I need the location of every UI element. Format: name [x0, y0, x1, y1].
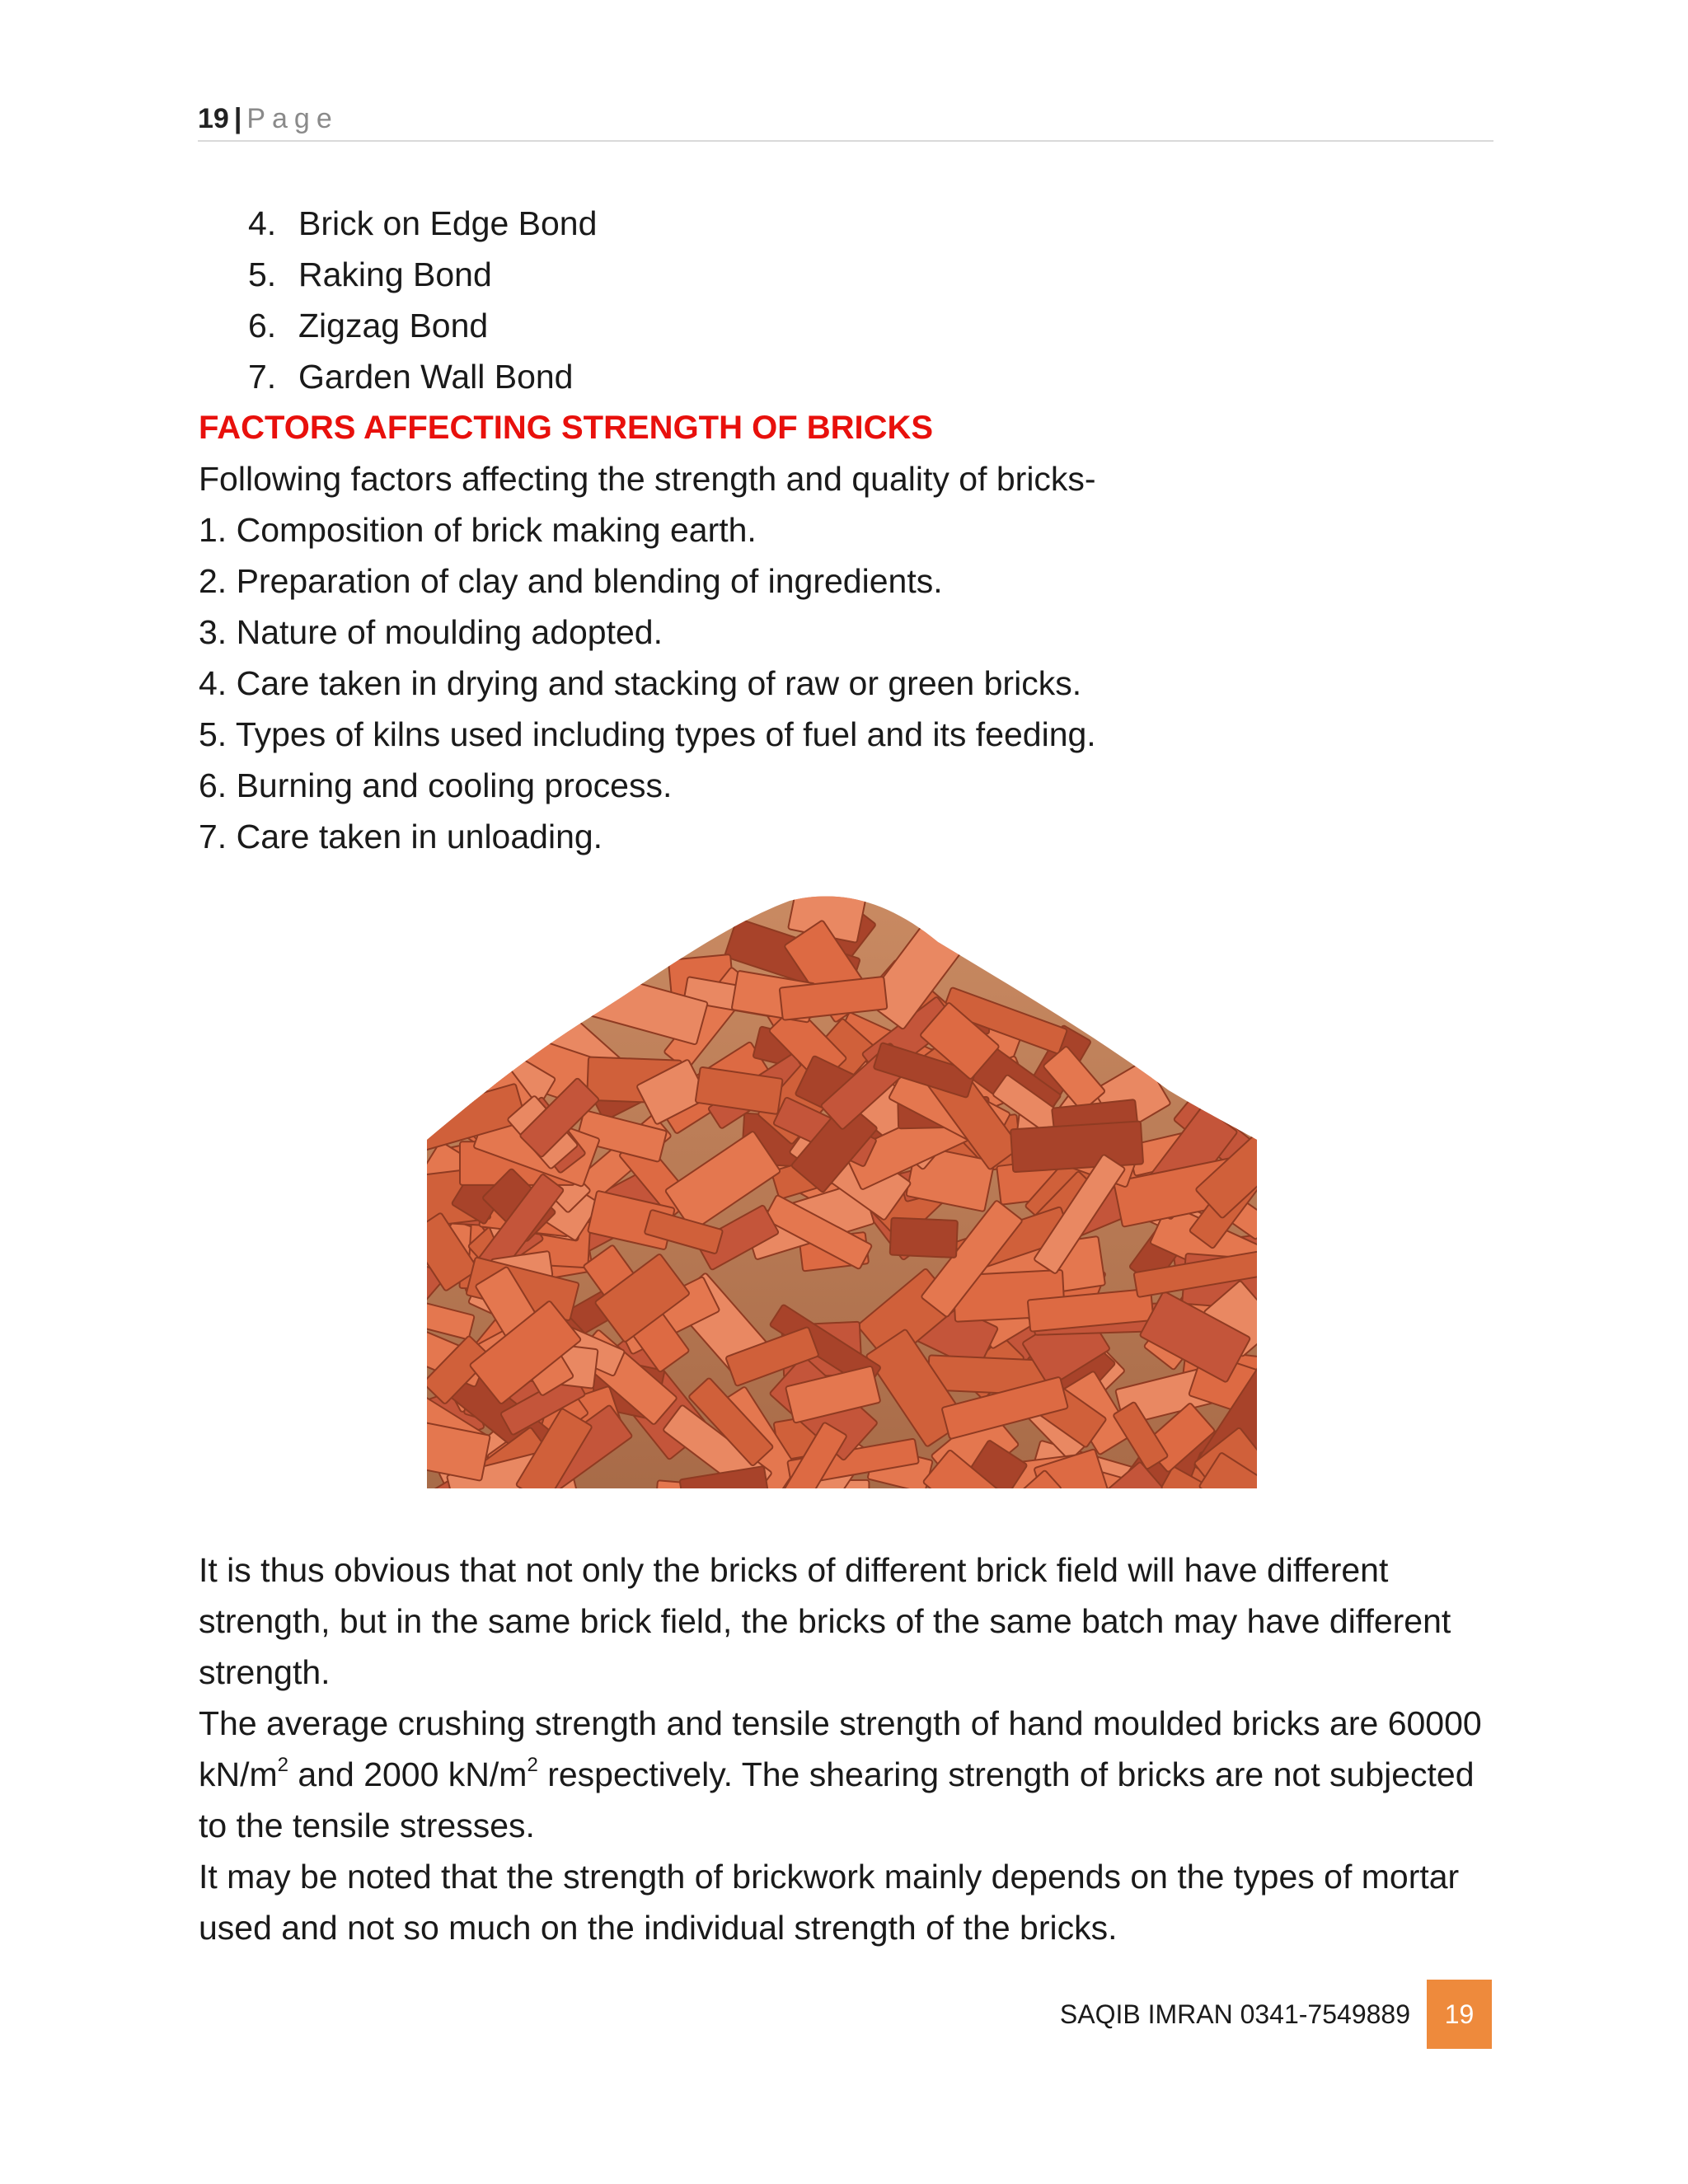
superscript-2: 2 [277, 1754, 289, 1776]
list-item-number: 6. [248, 307, 277, 344]
body-paragraph-2-part-c: respectively. The shearing strength of bricks are not subjected to the tensile stresses. [199, 1755, 1475, 1844]
brick-shape [890, 1218, 958, 1258]
body-paragraph-3: It may be noted that the strength of brickwork mainly depends on the types of mortar used and not so much on the individual strength of the bricks. [199, 1858, 1460, 1947]
section-intro: Following factors affecting the strength and quality of bricks- [199, 460, 1096, 498]
list-item-text: Brick on Edge Bond [298, 204, 598, 242]
list-item: 2. Preparation of clay and blending of ingredients. [199, 562, 943, 600]
header-separator: | [233, 103, 242, 134]
brick-shape [1010, 1121, 1143, 1172]
brick-pile-image [427, 893, 1257, 1488]
superscript-2: 2 [527, 1754, 538, 1776]
body-paragraph-2 [199, 1698, 1501, 1851]
header-page-label: Page [246, 103, 339, 134]
list-item: 1. Composition of brick making earth. [199, 511, 757, 549]
page-header [198, 97, 1493, 142]
footer-page-badge: 19 [1427, 1980, 1492, 2049]
footer-author: SAQIB IMRAN 0341-7549889 [1059, 1999, 1410, 2029]
list-item [248, 198, 1501, 249]
list-item: 4. Care taken in drying and stacking of raw or green bricks. [199, 664, 1082, 702]
body-paragraph-1: It is thus obvious that not only the bricks of different brick field will have different strength, but in the same brick field, the bricks of the same batch may have different strength. [199, 1551, 1451, 1691]
list-item [248, 351, 1501, 402]
list-item-number: 4. [248, 204, 277, 242]
page-footer [1060, 1980, 1492, 2049]
list-item: 6. Burning and cooling process. [199, 766, 673, 804]
list-item-number: 7. [248, 358, 277, 396]
list-item [248, 300, 1501, 351]
list-item: 7. Care taken in unloading. [199, 818, 603, 855]
factor-list [199, 504, 1501, 862]
section-title: FACTORS AFFECTING STRENGTH OF BRICKS [199, 410, 934, 446]
list-item-number: 5. [248, 255, 277, 293]
body-paragraph-2-part-a: The average crushing strength and tensile strength of hand moulded bricks are 60000 kN/m [199, 1704, 1482, 1793]
list-item-text: Raking Bond [298, 255, 492, 293]
list-item-text: Garden Wall Bond [298, 358, 574, 396]
header-page-number: 19 [198, 103, 229, 134]
list-item: 5. Types of kilns used including types of fuel and its feeding. [199, 715, 1096, 753]
body-text [199, 1544, 1501, 1953]
main-content [199, 198, 1501, 862]
body-paragraph-2-part-b: and 2000 kN/m [288, 1755, 528, 1793]
bond-list [199, 198, 1501, 402]
list-item-text: Zigzag Bond [298, 307, 489, 344]
brick-pile-illustration [427, 893, 1257, 1488]
list-item [248, 249, 1501, 300]
list-item: 3. Nature of moulding adopted. [199, 613, 663, 651]
